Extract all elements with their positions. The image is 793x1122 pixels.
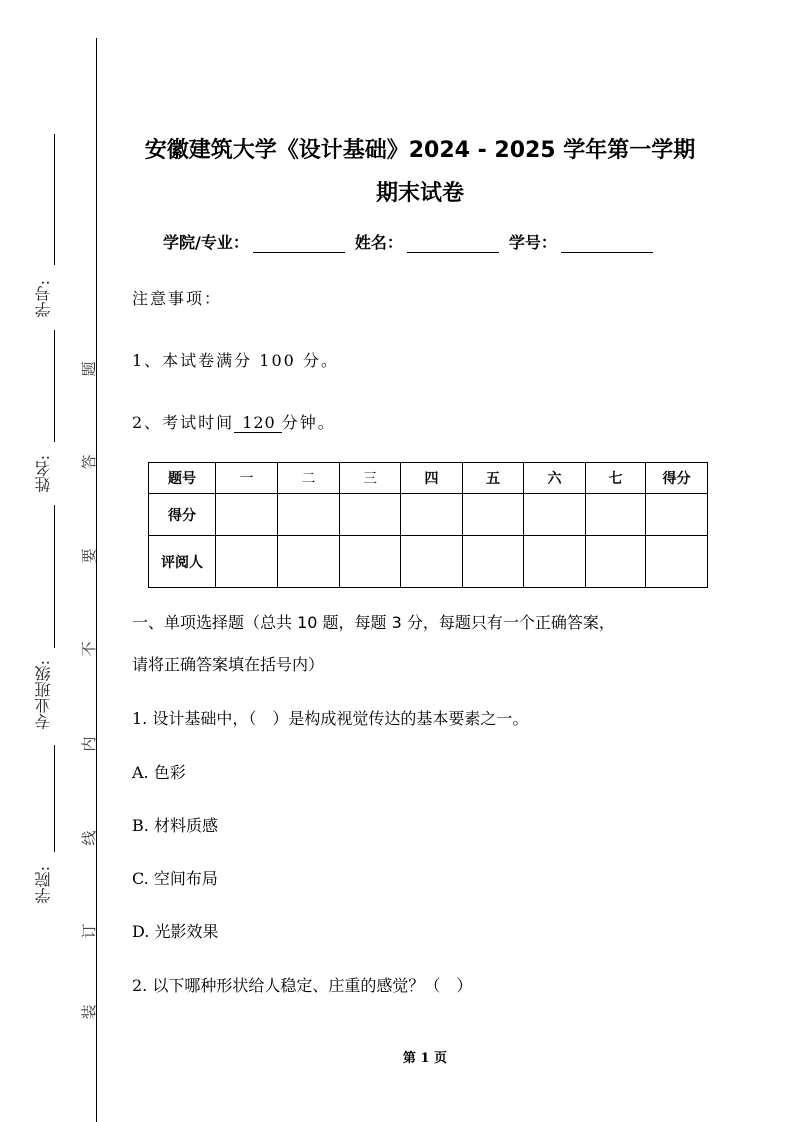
page-footer (0, 1047, 793, 1066)
section-1-heading-cont: 请将正确答案填在括号内） (132, 655, 325, 674)
score-cell[interactable] (646, 494, 708, 536)
college-major-label: 学院/专业： (163, 233, 249, 252)
header-cell: 四 (401, 463, 463, 494)
note-item-2 (132, 410, 336, 433)
page-number: 1 (420, 1051, 430, 1066)
option-text: 色彩 (153, 763, 186, 782)
student-id-label: 学号: (34, 280, 53, 318)
header-cell: 六 (524, 463, 586, 494)
student-info-line (163, 230, 663, 253)
score-cell[interactable] (340, 494, 401, 536)
grader-cell[interactable] (278, 536, 340, 588)
score-cell[interactable] (586, 494, 646, 536)
grader-cell[interactable] (463, 536, 524, 588)
header-cell: 三 (340, 463, 401, 494)
header-cell: 五 (463, 463, 524, 494)
student-id-label: 学号： (508, 233, 557, 252)
score-table-header-row (149, 463, 708, 494)
student-id-blank[interactable] (561, 235, 653, 253)
seal-char: 线 (80, 830, 98, 846)
college-label: 学院: (34, 866, 53, 904)
score-cell[interactable] (278, 494, 340, 536)
grader-cell[interactable] (340, 536, 401, 588)
header-cell: 题号 (149, 463, 216, 494)
header-cell: 得分 (646, 463, 708, 494)
option-letter: A. (132, 763, 149, 782)
section-1-heading: 一、单项选择题（总共 10 题，每题 3 分，每题只有一个正确答案， (132, 613, 615, 632)
grader-cell[interactable] (586, 536, 646, 588)
name-label: 姓名： (354, 233, 403, 252)
note-item-2-prefix: 2、考试时间 (132, 413, 235, 432)
header-cell: 一 (216, 463, 278, 494)
exam-title: 安徽建筑大学《设计基础》2024 - 2025 学年第一学期 (144, 138, 696, 163)
question-text: 设计基础中，（ ）是构成视觉传达的基本要素之一。 (152, 709, 529, 728)
score-row (149, 494, 708, 536)
option-letter: D. (132, 922, 150, 941)
row-label: 评阅人 (149, 536, 216, 588)
seal-char: 答 (80, 454, 98, 470)
score-table (148, 462, 708, 588)
header-cell: 七 (586, 463, 646, 494)
college-major-blank[interactable] (253, 235, 345, 253)
notes-heading: 注意事项： (132, 289, 223, 308)
question-1 (132, 706, 528, 729)
seal-char: 题 (80, 361, 98, 377)
score-cell[interactable] (463, 494, 524, 536)
score-cell[interactable] (216, 494, 278, 536)
seal-char: 不 (80, 641, 98, 657)
major-class-line (54, 505, 55, 648)
name-line (54, 330, 55, 442)
option-d (132, 919, 218, 942)
name-blank[interactable] (407, 235, 499, 253)
option-text: 空间布局 (153, 869, 218, 888)
page-suffix: 页 (434, 1051, 448, 1066)
grader-cell[interactable] (216, 536, 278, 588)
option-c (132, 866, 218, 889)
question-text: 以下哪种形状给人稳定、庄重的感觉？（ ） (152, 976, 473, 995)
row-label: 得分 (149, 494, 216, 536)
name-label: 姓名: (34, 455, 53, 493)
option-text: 光影效果 (154, 922, 219, 941)
seal-char: 内 (80, 736, 98, 752)
exam-duration-value: 120 (234, 413, 282, 433)
seal-line (96, 38, 97, 1122)
question-number: 2. (132, 976, 148, 995)
note-item-2-suffix: 分钟。 (281, 413, 336, 432)
header-cell: 二 (278, 463, 340, 494)
option-text: 材料质感 (153, 816, 218, 835)
grader-cell[interactable] (524, 536, 586, 588)
grader-cell[interactable] (401, 536, 463, 588)
grader-row (149, 536, 708, 588)
major-class-label: 专业班级: (34, 660, 53, 730)
option-letter: C. (132, 869, 149, 888)
seal-char: 装 (80, 1004, 98, 1020)
college-line (54, 745, 55, 852)
page-prefix: 第 (402, 1051, 416, 1066)
option-b (132, 813, 218, 836)
score-cell[interactable] (401, 494, 463, 536)
question-number: 1. (132, 709, 148, 728)
grader-cell[interactable] (646, 536, 708, 588)
exam-subtitle: 期末试卷 (375, 181, 464, 206)
student-id-line (54, 134, 55, 265)
seal-char: 订 (80, 923, 98, 939)
question-2 (132, 973, 472, 996)
option-letter: B. (132, 816, 149, 835)
seal-char: 要 (80, 548, 98, 564)
note-item-1: 1、本试卷满分 100 分。 (132, 351, 339, 370)
score-cell[interactable] (524, 494, 586, 536)
option-a (132, 760, 186, 783)
